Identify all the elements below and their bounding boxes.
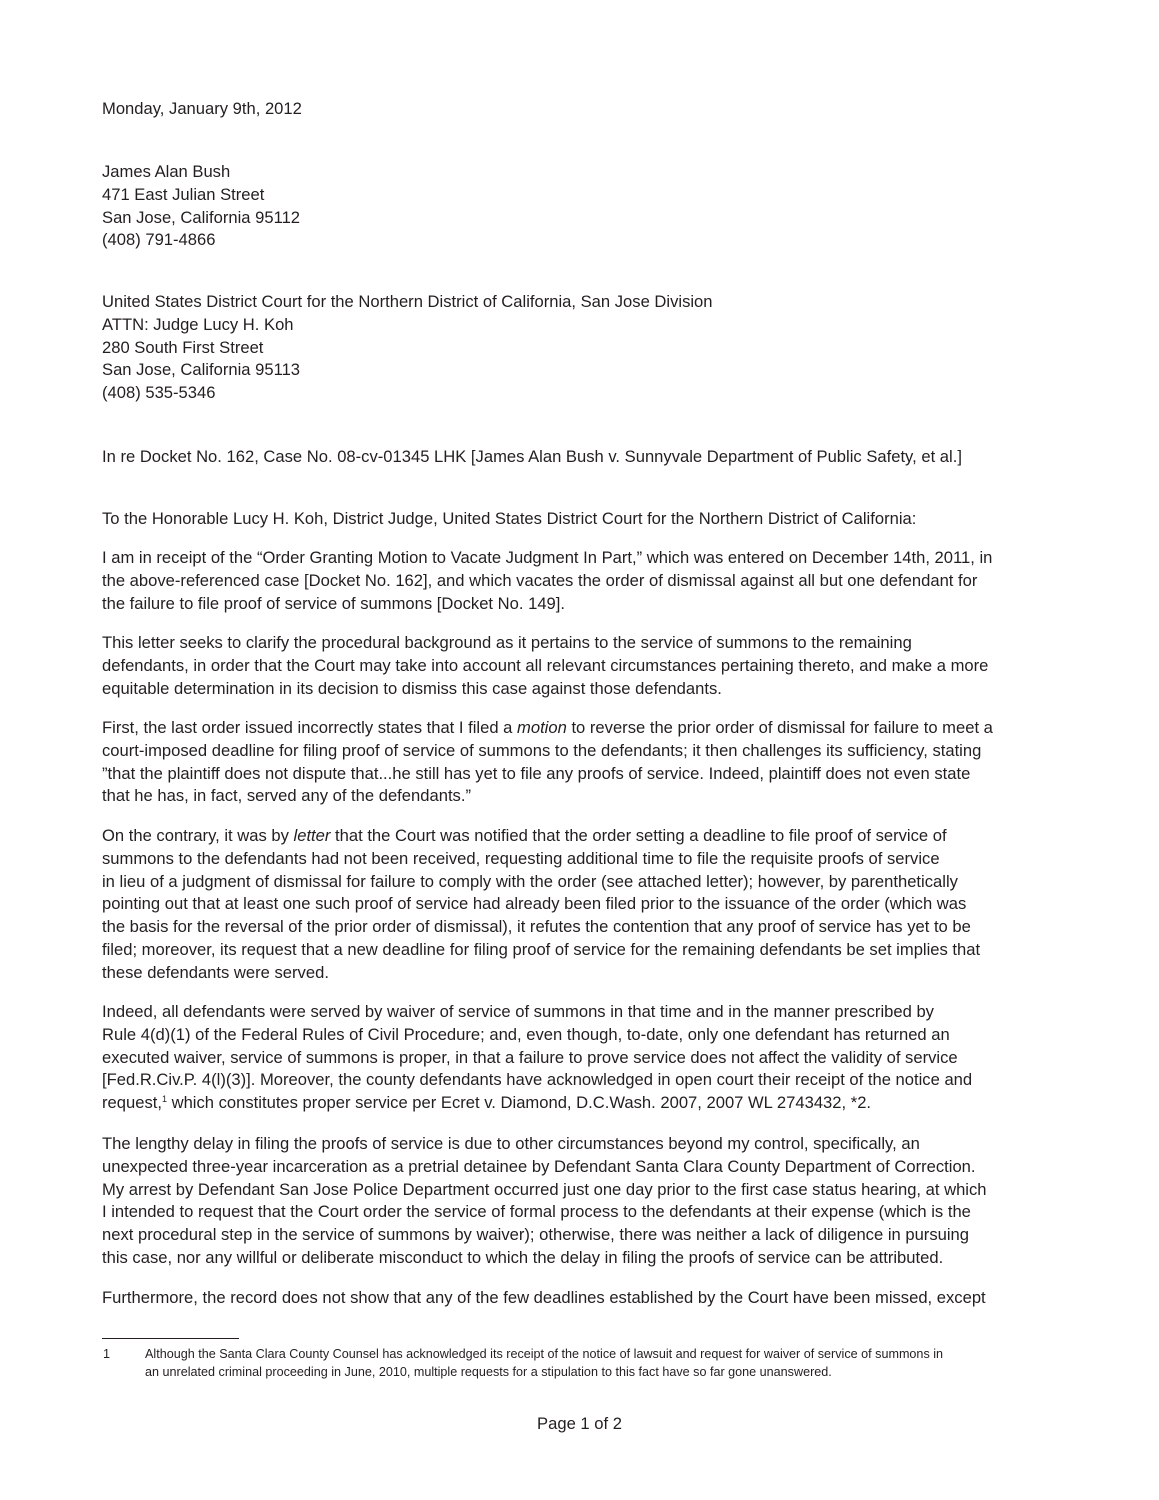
footnote-number: 1 (103, 1347, 111, 1361)
recipient-address (102, 291, 713, 405)
sender-phone: (408) 791-4866 (102, 230, 216, 250)
paragraph-6: The lengthy delay in filing the proofs of service is due to other circumstances beyond my control, specifically, an unexpected three-year incarceration as a pretrial detainee by Defendant Santa Clara County Department of Correction. My arrest by Defendant San Jose Police Department occurred just one day prior to the first case status hearing, at which I intended to request that the Court order the service of formal process to the defendants at their expense (which is the next procedural step in the service of summons by waiver); otherwise, there was neither a lack of diligence in pursuing this case, nor any willful or deliberate misconduct to which the delay in filing the proofs of service can be attributed. (102, 1134, 987, 1267)
paragraph-5: Indeed, all defendants were served by waiver of service of summons in that time and in the manner prescribed by Rule 4(d)(1) of the Federal Rules of Civil Procedure; and, even though, to-date, only one defendant has returned an executed waiver, service of summons is proper, in that a failure to prove service does not affect the validity of service [Fed.R.Civ.P. 4(l)(3)]. Moreover, the county defendants have acknowledged in open court their receipt of the notice and request,$^1$ which constitutes proper service per Ecret v. Diamond, D.C.Wash. 2007, 2007 WL 2743432, *2. (102, 1002, 973, 1113)
subject-line: In re Docket No. 162, Case No. 08-cv-01345 LHK [James Alan Bush v. Sunnyvale Department of Public Safety, et al.] (102, 447, 962, 466)
recipient-court: United States District Court for the Northern District of California, San Jose Division (102, 292, 713, 311)
footnote-text: Although the Santa Clara County Counsel has acknowledged its receipt of the notice of lawsuit and request for waiver of service of summons in an unrelated criminal proceeding in June, 2010, multiple requests for a stipulation to this fact have so far gone unanswered. (145, 1347, 944, 1379)
recipient-phone: (408) 535-5346 (102, 383, 216, 403)
recipient-street: 280 South First Street (102, 337, 264, 357)
paragraph-1: I am in receipt of the “Order Granting Motion to Vacate Judgment In Part,” which was entered on December 14th, 2011, in the above-referenced case [Docket No. 162], and which vacates the order of dismissal against all but one defendant for the failure to file proof of service of summons [Docket No. 149]. (102, 548, 993, 613)
sender-name: James Alan Bush (102, 162, 231, 181)
paragraph-2: This letter seeks to clarify the procedural background as it pertains to the service of summons to the remaining defendants, in order that the Court may take into account all relevant circumstances pertaining thereto, and make a more equitable determination in its decision to dismiss this case against those defendants. (102, 633, 989, 698)
page-number: Page 1 of 2 (537, 1414, 622, 1433)
emphasis-letter: letter (293, 826, 331, 845)
sender-address (102, 161, 300, 252)
footnote-divider (102, 1338, 239, 1339)
footnote-marker: 1 (161, 1094, 167, 1105)
emphasis-motion: motion (517, 718, 567, 737)
letter-date: Monday, January 9th, 2012 (102, 99, 302, 118)
sender-city: San Jose, California 95112 (102, 207, 301, 227)
sender-street: 471 East Julian Street (102, 184, 265, 204)
salutation: To the Honorable Lucy H. Koh, District Judge, United States District Court for the Northern District of California: (102, 509, 917, 528)
recipient-city: San Jose, California 95113 (102, 360, 301, 380)
paragraph-4: On the contrary, it was by letter that the Court was notified that the order setting a deadline to file proof of service of summons to the defendants had not been received, requesting additional time to file the requisite proofs of service in lieu of a judgment of dismissal for failure to comply with the order (see attached letter); however, by parenthetically pointing out that at least one such proof of service had already been filed prior to the issuance of the order (which was the basis for the reversal of the prior order of dismissal), it refutes the contention that any proof of service has yet to be filed; moreover, its request that a new deadline for filing proof of service for the remaining defendants be set implies that these defendants were served. (102, 826, 981, 982)
paragraph-7: Furthermore, the record does not show that any of the few deadlines established by the Court have been missed, except (102, 1288, 986, 1307)
recipient-attn: ATTN: Judge Lucy H. Koh (102, 314, 294, 334)
paragraph-3: First, the last order issued incorrectly states that I filed a motion to reverse the prior order of dismissal for failure to meet a court-imposed deadline for filing proof of service of summons to the defendants; it then challenges its sufficiency, stating ”that the plaintiff does not dispute that...he still has yet to file any proofs of service. Indeed, plaintiff does not even state that he has, in fact, served any of the defendants.” (102, 718, 993, 806)
